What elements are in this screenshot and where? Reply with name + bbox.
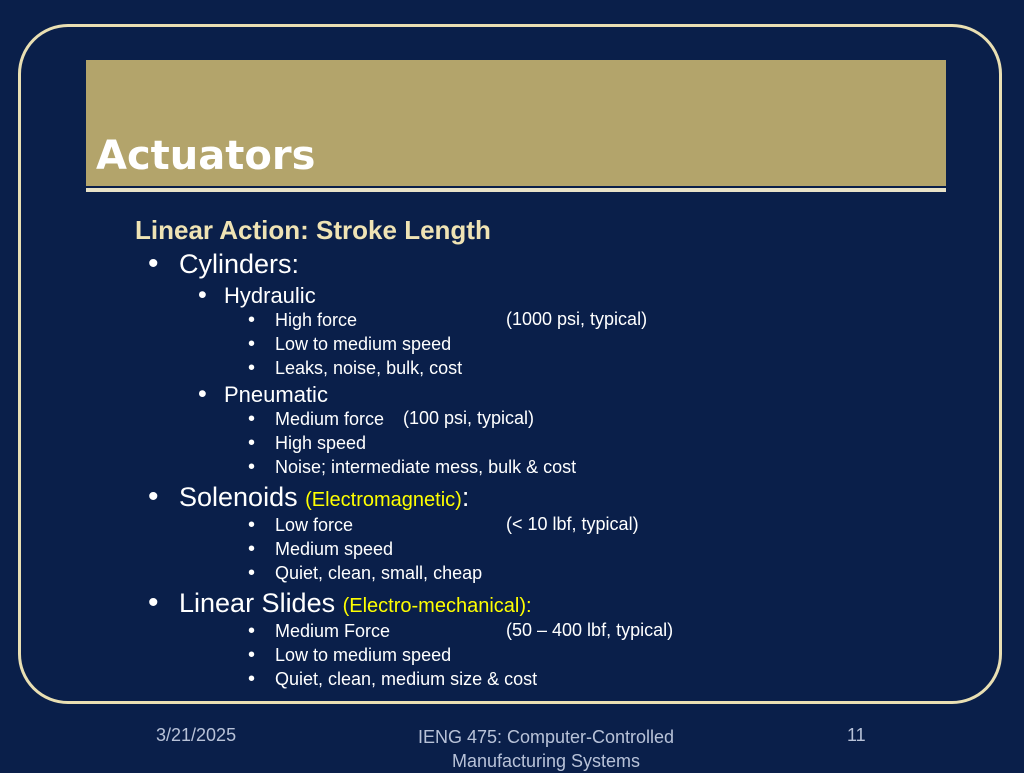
footer-course-line2: Manufacturing Systems [451,751,641,771]
linear-slide-force-note: (50 – 400 lbf, typical) [506,620,674,640]
hydraulic-item [248,357,462,380]
footer-page-number: 11 [847,725,866,745]
solenoid-item-text: Medium speed [275,539,394,559]
bullet-icon: • [148,586,159,619]
bullet-icon: • [248,432,256,454]
footer-date: 3/21/2025 [156,725,237,745]
linear-slides-label: Linear Slides [179,588,343,618]
hydraulic-item-text: Low to medium speed [275,334,452,354]
solenoid-item-text: Quiet, clean, small, cheap [275,563,483,583]
pneumatic-pressure-note: (100 psi, typical) [403,408,535,428]
bullet-icon: • [248,333,256,355]
cylinders-label: Cylinders: [179,249,300,279]
linear-slide-item-text: Medium Force [275,621,391,641]
bullet-hydraulic [198,281,316,310]
section-heading: Linear Action: Stroke Length [135,215,491,245]
bullet-icon: • [248,668,256,690]
solenoid-item [248,514,353,537]
bullet-icon: • [248,644,256,666]
bullet-icon: • [148,480,159,513]
linear-slides-qualifier: (Electro-mechanical): [342,595,532,617]
solenoids-suffix: : [461,482,470,512]
slide-title: Actuators [96,133,316,179]
bullet-icon: • [148,247,159,280]
bullet-solenoids [148,480,469,514]
pneumatic-item-text: Noise; intermediate mess, bulk & cost [275,457,577,477]
bullet-icon: • [198,281,207,309]
bullet-icon: • [198,380,207,408]
pneumatic-item [248,456,576,479]
linear-slide-item [248,620,390,643]
bullet-icon: • [248,357,256,379]
bullet-pneumatic [198,380,328,409]
bullet-icon: • [248,514,256,536]
hydraulic-item [248,309,357,332]
linear-slide-item [248,668,537,691]
footer-course-line1: IENG 475: Computer-Controlled [417,727,675,747]
hydraulic-item [248,333,451,356]
pneumatic-item-text: High speed [275,433,367,453]
bullet-icon: • [248,408,256,430]
solenoid-item [248,538,393,561]
bullet-linear-slides [148,586,532,620]
linear-slide-item-text: Low to medium speed [275,645,452,665]
linear-slide-item-text: Quiet, clean, medium size & cost [275,669,538,689]
hydraulic-pressure-note: (1000 psi, typical) [506,309,648,329]
bullet-icon: • [248,456,256,478]
footer-course [380,725,712,773]
bullet-cylinders [148,247,299,281]
hydraulic-label: Hydraulic [224,283,316,308]
hydraulic-item-text: High force [275,310,358,330]
solenoids-label: Solenoids [179,482,306,512]
solenoid-item-text: Low force [275,515,354,535]
title-underline [86,188,946,192]
pneumatic-item [248,408,384,431]
pneumatic-label: Pneumatic [224,382,328,407]
bullet-icon: • [248,562,256,584]
solenoid-force-note: (< 10 lbf, typical) [506,514,639,534]
bullet-icon: • [248,620,256,642]
bullet-icon: • [248,538,256,560]
solenoid-item [248,562,482,585]
linear-slide-item [248,644,451,667]
pneumatic-item [248,432,366,455]
hydraulic-item-text: Leaks, noise, bulk, cost [275,358,463,378]
pneumatic-item-text: Medium force [275,409,385,429]
bullet-icon: • [248,309,256,331]
solenoids-qualifier: (Electromagnetic) [305,489,462,511]
